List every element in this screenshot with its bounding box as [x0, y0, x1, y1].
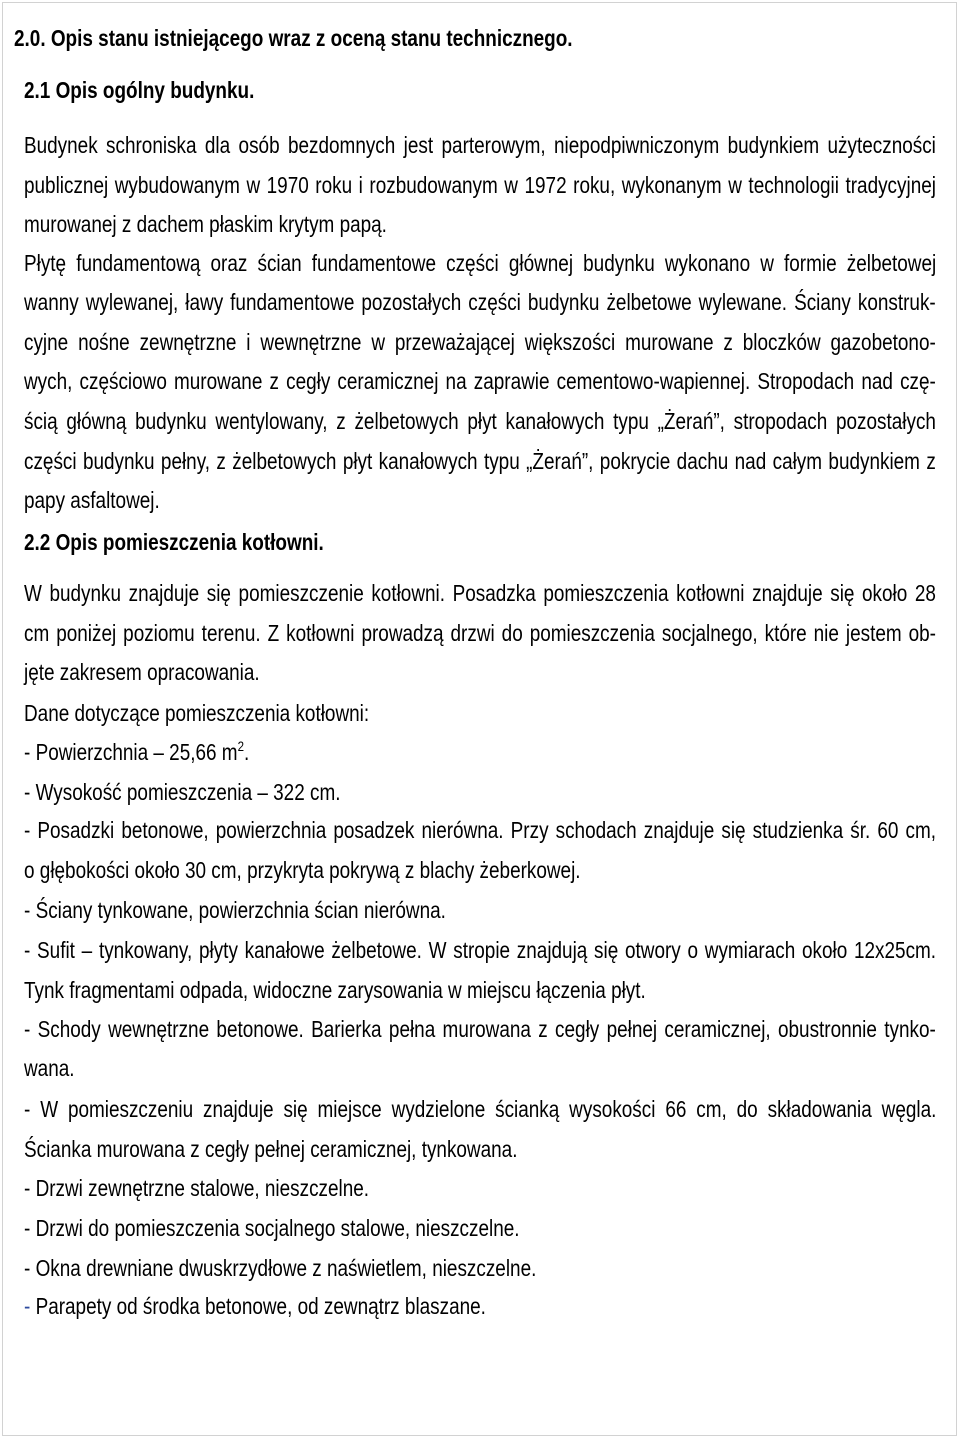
list-item-ceiling-cont: Tynk fragmentami odpada, widoczne zarysowania w miejscu łączenia płyt. — [24, 977, 646, 1003]
list-item-end: . — [243, 739, 250, 765]
list-item-height: - Wysokość pomieszczenia – 322 cm. — [24, 779, 341, 805]
paragraph-line: Budynek schroniska dla osób bezdomnych jest parterowym, niepodpiwniczonym budynkiem użyteczności — [24, 132, 936, 158]
paragraph-line: wanny wylewanej, ławy fundamentowe pozostałych części budynku żelbetowe wylewane. Ściany konstruk- — [24, 289, 936, 315]
superscript-exponent: 2 — [237, 738, 244, 754]
paragraph-line: papy asfaltowej. — [24, 487, 160, 513]
list-item-walls: - Ściany tynkowane, powierzchnia ścian nierówna. — [24, 897, 446, 923]
section-heading-2-2: 2.2 Opis pomieszczenia kotłowni. — [24, 529, 324, 555]
paragraph-line: cm poniżej poziomu terenu. Z kotłowni prowadzą drzwi do pomieszczenia socjalnego, które nie jestem ob- — [24, 620, 936, 646]
list-item-door-exterior: - Drzwi zewnętrzne stalowe, nieszczelne. — [24, 1175, 370, 1201]
section-heading-2-0: 2.0. Opis stanu istniejącego wraz z oceną stanu technicznego. — [14, 25, 573, 51]
paragraph-line: Płytę fundamentową oraz ścian fundamentowe części głównej budynku wykonano w formie żelbetowej — [24, 250, 937, 276]
list-item-stairs: - Schody wewnętrzne betonowe. Barierka pełna murowana z cegły pełnej ceramicznej, obustronnie tynko- — [24, 1016, 936, 1042]
data-list-label: Dane dotyczące pomieszczenia kotłowni: — [24, 700, 370, 726]
section-heading-2-1: 2.1 Opis ogólny budynku. — [24, 77, 255, 103]
list-item-coal-store-cont: Ścianka murowana z cegły pełnej ceramicznej, tynkowana. — [24, 1136, 518, 1162]
paragraph-line: W budynku znajduje się pomieszczenie kotłowni. Posadzka pomieszczenia kotłowni znajduje się około 28 — [24, 580, 936, 606]
list-item-text: Parapety od środka betonowe, od zewnątrz blaszane. — [35, 1293, 486, 1319]
paragraph-line: murowanej z dachem płaskim krytym papą. — [24, 211, 387, 237]
list-item-floor: - Posadzki betonowe, powierzchnia posadzek nierówna. Przy schodach znajduje się studzienka śr. 60 cm, — [24, 817, 937, 843]
paragraph-line: jęte zakresem opracowania. — [24, 659, 260, 685]
list-item-ceiling: - Sufit – tynkowany, płyty kanałowe żelbetowe. W stropie znajdują się otwory o wymiarach około 12x25cm. — [24, 937, 937, 963]
paragraph-line: wych, częściowo murowane z cegły ceramicznej na zaprawie cementowo-wapiennej. Stropodach nad czę- — [24, 368, 936, 394]
list-item-text: - Powierzchnia – 25,66 m — [24, 739, 238, 765]
paragraph-line: publicznej wybudowanym w 1970 roku i rozbudowanym w 1972 roku, wykonanym w technologii tradycyjnej — [24, 172, 936, 198]
paragraph-line: części budynku pełny, z żelbetowych płyt kanałowych typu „Żerań”, pokrycie dachu nad całym budynkiem z — [24, 448, 936, 474]
list-item-area — [24, 738, 249, 766]
paragraph-line: cyjne nośne zewnętrzne i wewnętrzne w przeważającej większości murowane z bloczków gazobetono- — [24, 329, 936, 355]
list-item-sills — [24, 1292, 486, 1320]
list-item-door-social: - Drzwi do pomieszczenia socjalnego stalowe, nieszczelne. — [24, 1215, 520, 1241]
list-item-coal-store: - W pomieszczeniu znajduje się miejsce wydzielone ścianką wysokości 66 cm, do składowania węgla. — [24, 1096, 937, 1122]
list-item-windows: - Okna drewniane dwuskrzydłowe z naświetlem, nieszczelne. — [24, 1255, 537, 1281]
paragraph-line: ścią główną budynku wentylowany, z żelbetowych płyt kanałowych typu „Żerań”, stropodach pozostałych — [24, 408, 936, 434]
list-item-floor-cont: o głębokości około 30 cm, przykryta pokrywą z blachy żeberkowej. — [24, 857, 581, 883]
list-item-stairs-cont: wana. — [24, 1055, 75, 1081]
list-dash: - — [24, 1293, 31, 1319]
